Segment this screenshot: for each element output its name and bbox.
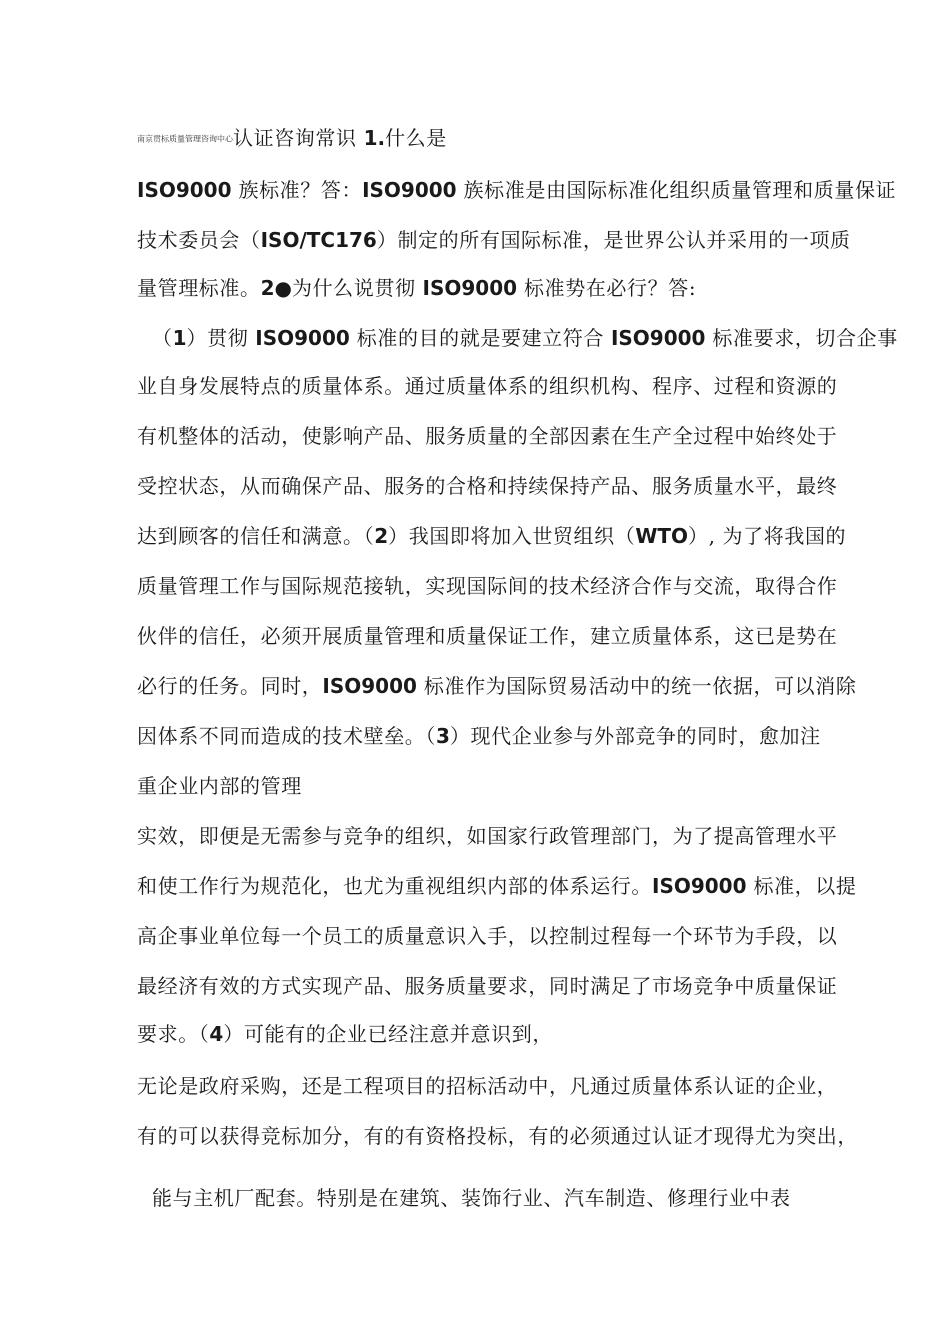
text-line-14: 实效，即便是无需参与竞争的组织，如国家行政管理部门，为了提高管理水平 xyxy=(137,824,838,848)
header-title: 认证咨询常识 xyxy=(233,126,364,150)
text-line-18: 要求。（4）可能有的企业已经注意并意识到， xyxy=(137,1022,553,1046)
text-line-20: 有的可以获得竞标加分，有的有资格投标，有的必须通过认证才现得尤为突出， xyxy=(137,1124,858,1148)
text-line-17: 最经济有效的方式实现产品、服务质量要求，同时满足了市场竞争中质量保证 xyxy=(137,974,838,998)
header-org-name: 南京贯标质量管理咨询中心 xyxy=(137,134,233,144)
text-line-16: 高企事业单位每一个员工的质量意识入手，以控制过程每一个环节为手段，以 xyxy=(137,924,838,948)
text-line-11: 必行的任务。同时，ISO9000 标准作为国际贸易活动中的统一依据，可以消除 xyxy=(137,674,857,698)
text-line-2: 技术委员会（ISO/TC176）制定的所有国际标准，是世界公认并采用的一项质 xyxy=(137,228,851,252)
text-line-6: 有机整体的活动，使影响产品、服务质量的全部因素在生产全过程中始终处于 xyxy=(137,424,838,448)
text-line-5: 业自身发展特点的质量体系。通过质量体系的组织机构、程序、过程和资源的 xyxy=(137,374,838,398)
text-line-19: 无论是政府采购，还是工程项目的招标活动中，凡通过质量体系认证的企业， xyxy=(137,1074,838,1098)
text-line-3: 量管理标准。2●为什么说贯彻 ISO9000 标准势在必行？答: xyxy=(137,276,697,300)
text-line-7: 受控状态，从而确保产品、服务的合格和持续保持产品、服务质量水平，最终 xyxy=(137,474,838,498)
text-line-13: 重企业内部的管理 xyxy=(137,774,302,798)
text-line-15: 和使工作行为规范化，也尤为重视组织内部的体系运行。ISO9000 标准，以提 xyxy=(137,874,857,898)
text-line-21: 能与主机厂配套。特别是在建筑、装饰行业、汽车制造、修理行业中表 xyxy=(152,1186,791,1210)
text-line-8: 达到顾客的信任和满意。（2）我国即将加入世贸组织（WTO）, 为了将我国的 xyxy=(137,524,847,548)
text-line-1: ISO9000 族标准？答：ISO9000 族标准是由国际标准化组织质量管理和质量保证 xyxy=(137,178,897,202)
text-line-4: （1）贯彻 ISO9000 标准的目的就是要建立符合 ISO9000 标准要求，切合企事 xyxy=(152,326,898,350)
text-line-9: 质量管理工作与国际规范接轨，实现国际间的技术经济合作与交流，取得合作 xyxy=(137,574,838,598)
document-header-line: 南京贯标质量管理咨询中心认证咨询常识 1.什么是 xyxy=(137,126,447,150)
text-line-12: 因体系不同而造成的技术壁垒。（3）现代企业参与外部竞争的同时，愈加注 xyxy=(137,724,821,748)
text-line-10: 伙伴的信任，必须开展质量管理和质量保证工作，建立质量体系，这已是势在 xyxy=(137,624,838,648)
